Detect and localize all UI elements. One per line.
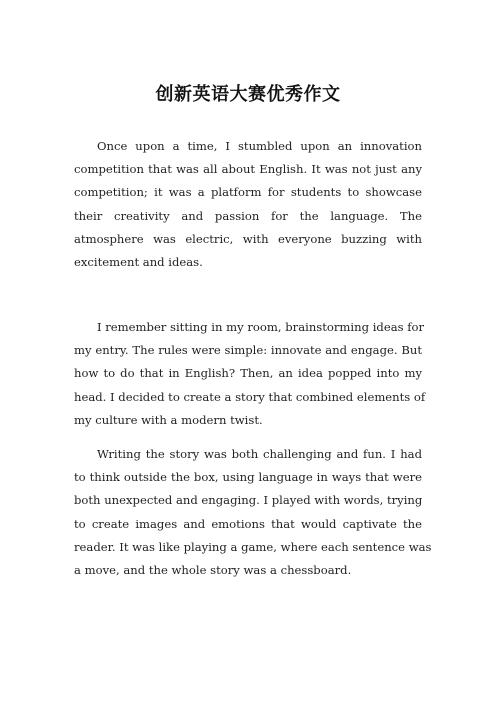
paragraph-line: both unexpected and engaging. I played with words, trying xyxy=(74,493,423,508)
paragraph-line: reader. It was like playing a game, where each sentence was xyxy=(74,539,432,554)
paragraph-1 xyxy=(74,135,422,274)
paragraph-line: excitement and ideas. xyxy=(74,255,203,270)
paragraph-line: competition that was all about English. It was not just any xyxy=(74,162,422,177)
paragraph-line: I remember sitting in my room, brainstorming ideas for xyxy=(97,320,425,334)
paragraph-line: atmosphere was electric, with everyone buzzing with xyxy=(74,231,422,246)
paragraph-line: to create images and emotions that would captivate the xyxy=(74,516,422,531)
paragraph-2 xyxy=(74,316,426,432)
paragraph-line: competition; it was a platform for students to showcase xyxy=(74,185,422,200)
paragraph-line: my entry. The rules were simple: innovate and engage. But xyxy=(74,343,422,358)
paragraph-line: my culture with a modern twist. xyxy=(74,412,263,427)
paragraph-line: how to do that in English? Then, an idea popped into my xyxy=(74,366,422,381)
paragraph-line: to think outside the box, using language in ways that were xyxy=(74,470,422,485)
document-title: 创新英语大赛优秀作文 xyxy=(155,84,341,105)
paragraph-line: Once upon a time, I stumbled upon an innovation xyxy=(97,139,422,153)
paragraph-line: a move, and the whole story was a chessboard. xyxy=(74,563,352,578)
paragraph-line: head. I decided to create a story that combined elements of xyxy=(74,389,426,404)
paragraph-line: their creativity and passion for the language. The xyxy=(74,208,422,223)
paragraph-3 xyxy=(74,443,432,582)
paragraph-line: Writing the story was both challenging and fun. I had xyxy=(97,447,422,461)
